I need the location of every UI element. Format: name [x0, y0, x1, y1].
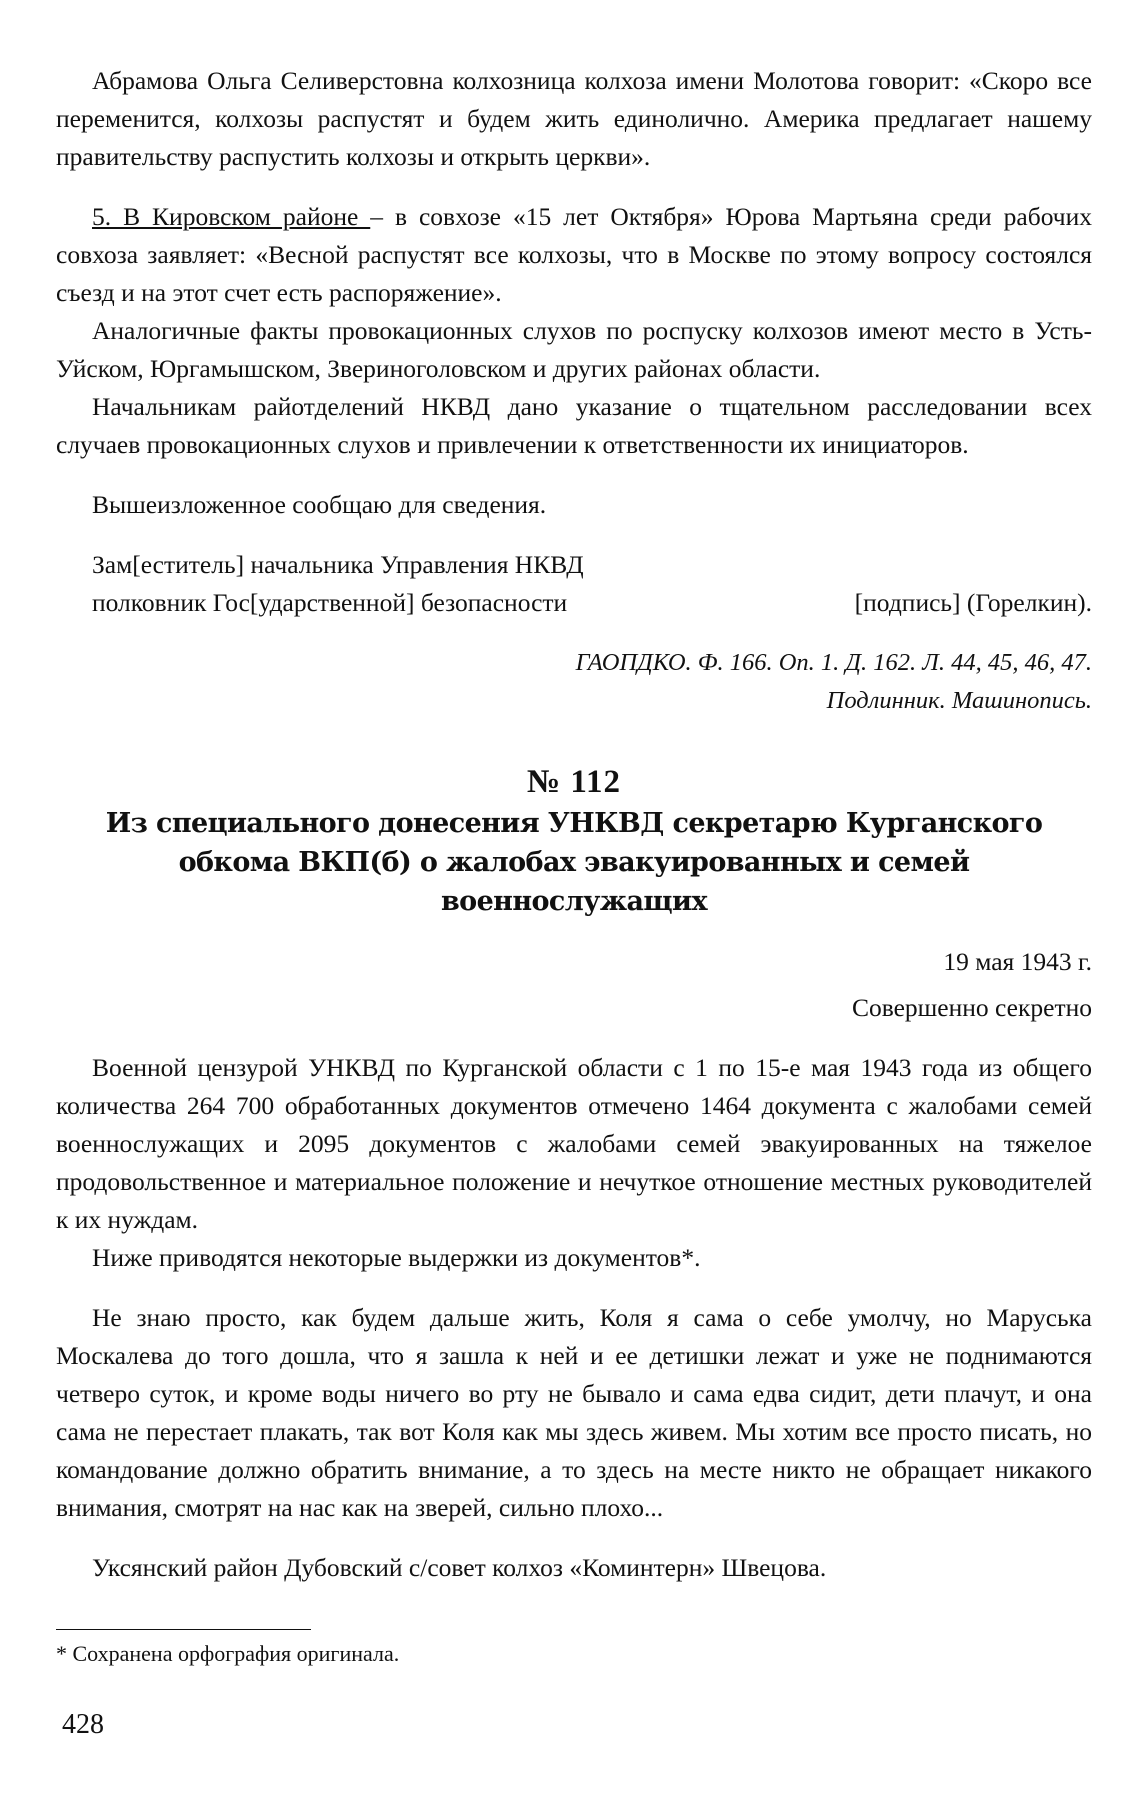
signature-name: [подпись] (Горелкин). [854, 588, 1092, 617]
document-title: Из специального донесения УНКВД секретарю Курганского обкома ВКП(б) о жалобах эвакуированных и семей военнослужащих [105, 808, 1043, 917]
archive-note: Подлинник. Машинопись. [826, 687, 1092, 714]
kirov-text: – в совхозе «15 лет Октября» Юрова Мартьяна среди рабочих совхоза заявляет: «Весной распустят все колхозы, что в Москве по этому вопросу состоялся съезд и на этот счет есть распоряжение». [56, 202, 1093, 307]
signature-rank: полковник Гос[ударственной] безопасности [92, 588, 568, 617]
signature-title: Зам[еститель] начальника Управления НКВД [92, 550, 584, 579]
footnote-divider [56, 1629, 311, 1630]
document-page [56, 62, 1092, 1670]
kirov-district-heading: 5. В Кировском районе [92, 202, 371, 231]
paragraph-abramova: Абрамова Ольга Селиверстовна колхозница колхоза имени Молотова говорит: «Скоро все переменится, колхозы распустят и будем жить единолично. Америка предлагает нашему правительству распустить колхозы и открыть церкви». [56, 66, 1092, 171]
document-date: 19 мая 1943 г. [943, 947, 1092, 976]
paragraph-excerpts-intro: Ниже приводятся некоторые выдержки из документов*. [92, 1243, 701, 1272]
paragraph-censorship: Военной цензурой УНКВД по Курганской области с 1 по 15-е мая 1943 года из общего количества 264 700 обработанных документов отмечено 1464 документа с жалобами семей военнослужащих и 2095 документов с жалобами семей эвакуированных на тяжелое продовольственное и материальное положение и нечуткое отношение местных руководителей к их нуждам. [56, 1053, 1092, 1234]
paragraph-kirov [56, 198, 1092, 312]
archive-reference: ГАОПДКО. Ф. 166. Оп. 1. Д. 162. Л. 44, 45, 46, 47. [575, 649, 1092, 676]
paragraph-similar-facts: Аналогичные факты провокационных слухов по роспуску колхозов имеют место в Усть-Уйском, Юргамышском, Звериноголовском и других районах области. [56, 316, 1092, 383]
page-number: 428 [62, 1709, 104, 1740]
signature-line-1 [56, 546, 1092, 584]
signature-line-2 [56, 584, 1092, 622]
paragraph-for-information: Вышеизложенное сообщаю для сведения. [92, 490, 547, 519]
document-number: № 112 [526, 764, 622, 800]
paragraph-letter: Не знаю просто, как будем дальше жить, Коля я сама о себе умолчу, но Маруська Москалева до того дошла, что я зашла к ней и ее детишки лежат и уже не поднимаются четверо суток, и кроме воды ничего во рту не бывало и сама едва сидит, дети плачут, и она сама не перестает плакать, так вот Коля как мы здесь живем. Мы хотим все просто писать, но командование должно обратить внимание, а то здесь на месте никто не обращает никакого внимания, смотрят на нас как на зверей, сильно плохо... [56, 1303, 1092, 1522]
paragraph-sender: Уксянский район Дубовский с/совет колхоз «Коминтерн» Швецова. [92, 1553, 827, 1582]
document-classification: Совершенно секретно [851, 993, 1092, 1022]
footnote: * Сохранена орфография оригинала. [56, 1641, 400, 1666]
paragraph-instructions: Начальникам райотделений НКВД дано указание о тщательном расследовании всех случаев провокационных слухов и привлечении к ответственности их инициаторов. [56, 392, 1092, 459]
